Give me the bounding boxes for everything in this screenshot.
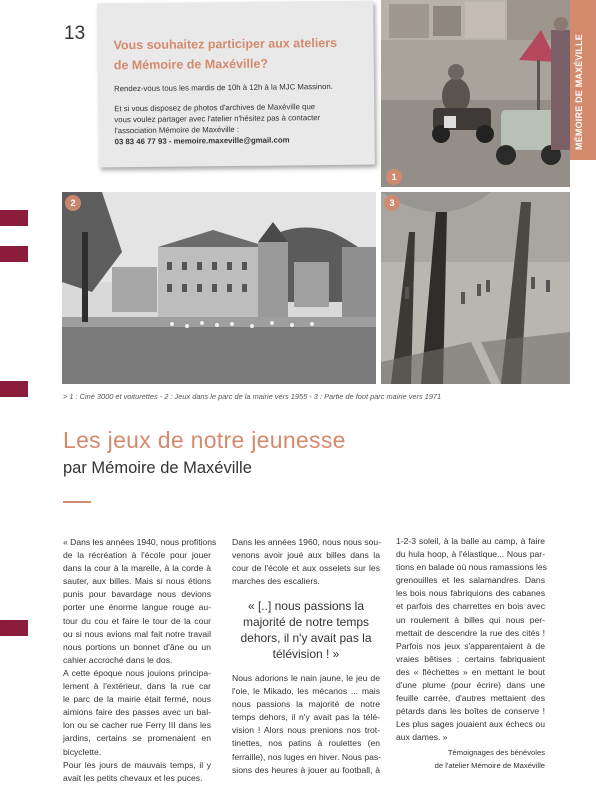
text-line: tour du cou et faire le tour de la cour bbox=[63, 615, 211, 626]
text-line: aimions faire des passes avec un bal- bbox=[63, 707, 211, 718]
text-line: Parfois nos jeux s'apparentaient à de bbox=[396, 640, 545, 651]
text-line: porter une énorme langue rouge au- bbox=[63, 602, 211, 613]
text-line: temps dehors, il n'y avait pas la télé- bbox=[232, 712, 380, 723]
info-contact: 03 83 46 77 93 - memoire.maxeville@gmail.com bbox=[114, 135, 290, 147]
text-line: pétards dans les boîtes de conserve ! bbox=[396, 706, 545, 717]
pull-quote-line: dehors, il n'y avait pas la bbox=[240, 631, 372, 645]
text-line: les bois nous fabriquions des cabanes bbox=[396, 588, 545, 599]
credit-line: Témoignages des bénévoles bbox=[447, 748, 545, 757]
text-line: des « fléchettes » en mettant le bout bbox=[396, 666, 545, 677]
text-line: grenouilles et les salamandres. Dans bbox=[396, 575, 545, 586]
text-line: ferraille), nos luges en hiver. Nous pas- bbox=[232, 751, 382, 762]
info-body-line: Et si vous disposez de photos d'archives de Maxéville que bbox=[114, 102, 316, 114]
side-tab-label: MÉMOIRE DE MAXÉVILLE bbox=[574, 33, 584, 150]
page-number: 13 bbox=[64, 23, 86, 44]
pull-quote-line: télévision ! » bbox=[272, 647, 340, 661]
article-column-1 bbox=[63, 536, 217, 785]
text-line: nous portions un bonnet d'âne ou un bbox=[63, 641, 211, 652]
article-headline: Les jeux de notre jeunesse bbox=[63, 427, 346, 453]
text-line: ou si nous avions mal fait notre travail bbox=[63, 628, 211, 639]
text-line: cahier accroché dans le dos. bbox=[63, 654, 173, 665]
text-line: jardins, certains se promenaient en bbox=[63, 733, 211, 744]
photo-number-badge: 3 bbox=[384, 195, 400, 211]
text-line: Nous adorions le nain jaune, le jeu de bbox=[232, 673, 380, 683]
margin-marker bbox=[0, 246, 28, 262]
info-box bbox=[97, 1, 375, 168]
text-line: vraies bêtises : certains fabriquaient bbox=[396, 653, 545, 664]
text-line: tions en balade où nous ramassions les bbox=[396, 562, 547, 573]
credit-line: de l'atelier Mémoire de Maxéville bbox=[434, 761, 545, 770]
text-line: l'oie, le Mikado, les mécanos ... mais bbox=[232, 686, 380, 697]
article-column-2-bottom bbox=[232, 672, 380, 777]
text-line: 1-2-3 soleil, à la balle au camp, à faire bbox=[396, 536, 545, 546]
photo-number-badge: 1 bbox=[386, 169, 402, 185]
text-line: mettait de descendre la rue des cités ! bbox=[396, 627, 545, 638]
info-title-line: de Mémoire de Maxéville? bbox=[113, 56, 269, 73]
photo-parc-mairie-1955 bbox=[62, 192, 376, 384]
text-line: A cette époque nous jouions principa- bbox=[63, 667, 211, 678]
text-line: le parc de la mairie était fermé, nous bbox=[63, 694, 211, 705]
text-line: de la récréation à l'école pour jouer bbox=[63, 550, 211, 561]
article-column-2-top bbox=[232, 536, 380, 588]
article-byline: par Mémoire de Maxéville bbox=[63, 459, 252, 477]
article-column-3 bbox=[396, 535, 545, 745]
text-line: tinettes, nos patins à roulettes (en bbox=[232, 738, 380, 749]
margin-marker bbox=[0, 210, 28, 226]
text-line: Pour les jours de mauvais temps, il y bbox=[63, 759, 211, 770]
text-line: aux dames. » bbox=[396, 732, 448, 743]
photo-number-badge: 2 bbox=[65, 195, 81, 211]
text-line: dans la cour à la marelle, à la corde à bbox=[63, 563, 211, 574]
pull-quote bbox=[232, 598, 380, 662]
info-title-line: Vous souhaitez participer aux ateliers bbox=[113, 35, 338, 53]
text-line: d'une plume (pour écrire) dans une bbox=[396, 680, 545, 691]
photo-cine-voiturettes bbox=[381, 0, 570, 187]
text-line: marches des escaliers. bbox=[232, 576, 320, 587]
text-line: du hula hoop, à l'élastique... Nous par- bbox=[396, 549, 545, 560]
photo-foot-1971 bbox=[381, 192, 570, 384]
text-line: vision ! Alors nous prenions nos trot- bbox=[232, 725, 380, 736]
info-body-line: vous voulez partager avec l'atelier n'hésitez pas à contacter bbox=[114, 113, 321, 125]
text-line: « Dans les années 1940, nous profitions bbox=[63, 537, 217, 547]
text-line: lement à l'extérieur, dans la rue car bbox=[63, 681, 211, 692]
info-body-line: l'association Mémoire de Maxéville : bbox=[114, 124, 240, 136]
text-line: cour de l'école et aux osselets sur les bbox=[232, 563, 380, 574]
pull-quote-line: majorité de notre temps bbox=[242, 615, 370, 629]
text-line: Dans les années 1960, nous nous sou- bbox=[232, 537, 382, 547]
text-line: sauter, aux billes. Mais si nous étions bbox=[63, 576, 211, 587]
section-side-tab bbox=[570, 0, 596, 160]
text-line: et parfois des charrettes en bois avec bbox=[396, 601, 545, 612]
text-line: lon ou se cacher rue Ferry III dans les bbox=[63, 720, 211, 731]
pull-quote-line: « [..] nous passions la bbox=[247, 599, 365, 613]
text-line: punis pour bavardage nous devions bbox=[63, 589, 211, 600]
text-line: sions des heures à jouer au football, à bbox=[232, 764, 380, 775]
accent-rule bbox=[63, 501, 91, 503]
photo-caption: > 1 : Ciné 3000 et voiturettes - 2 : Jeux dans le parc de la mairie vers 1955 - 3 : Partie de foot parc mairie vers 1971 bbox=[63, 392, 442, 401]
text-line: nous passions la majorité de notre bbox=[232, 699, 380, 710]
text-line: avait les petits chevaux et les puces. bbox=[63, 772, 203, 783]
margin-marker bbox=[0, 620, 28, 636]
text-line: bicyclette. bbox=[63, 746, 102, 757]
text-line: un roulement à billes qui nous per- bbox=[396, 614, 545, 625]
margin-marker bbox=[0, 381, 28, 397]
text-line: Les plus sages jouaient aux échecs ou bbox=[396, 719, 545, 730]
text-line: feuille carrée, d'autres mettaient des bbox=[396, 693, 545, 704]
info-box-title bbox=[113, 33, 363, 76]
text-line: venons avoir joué aux billes dans la bbox=[232, 550, 380, 561]
info-schedule: Rendez-vous tous les mardis de 10h à 12h à la MJC Massinon. bbox=[113, 81, 333, 94]
